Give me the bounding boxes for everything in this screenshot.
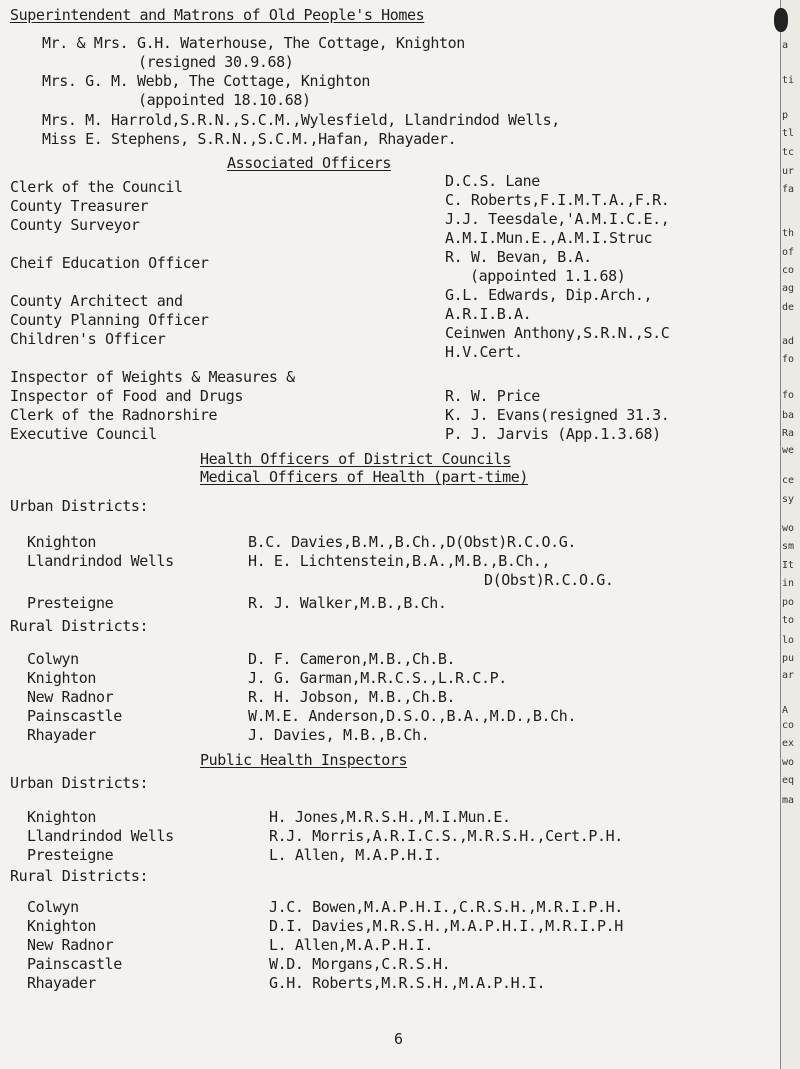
page-title: Superintendent and Matrons of Old People's Homes [10, 6, 425, 24]
officer-name: (appointed 1.1.68) [470, 267, 626, 285]
district-name: Colwyn [27, 898, 79, 916]
edge-fragment: th [782, 228, 795, 239]
edge-fragment: co [782, 720, 795, 731]
edge-fragment: Ra [782, 428, 795, 439]
officer-name: A.R.I.B.A. [445, 305, 532, 323]
officer-name: J. G. Garman,M.R.C.S.,L.R.C.P. [248, 669, 507, 687]
edge-fragment: to [782, 615, 795, 626]
district-name: New Radnor [27, 936, 114, 954]
edge-fragment: It [782, 560, 795, 571]
officer-name: D(Obst)R.C.O.G. [484, 571, 614, 589]
officer-role: Cheif Education Officer [10, 254, 209, 272]
edge-fragment: ur [782, 166, 795, 177]
edge-fragment: ti [782, 75, 795, 86]
officer-name: R.J. Morris,A.R.I.C.S.,M.R.S.H.,Cert.P.H. [269, 827, 623, 845]
officer-name: P. J. Jarvis (App.1.3.68) [445, 425, 661, 443]
associated-officers-heading: Associated Officers [227, 154, 391, 172]
officer-name: D.I. Davies,M.R.S.H.,M.A.P.H.I.,M.R.I.P.H [269, 917, 623, 935]
edge-fragment: lo [782, 635, 795, 646]
officer-role: Inspector of Food and Drugs [10, 387, 244, 405]
edge-fragment: sm [782, 541, 795, 552]
edge-fragment: pu [782, 653, 795, 664]
edge-fragment: ag [782, 283, 795, 294]
page-number: 6 [394, 1030, 404, 1048]
district-name: Colwyn [27, 650, 79, 668]
section-label: Urban Districts: [10, 497, 149, 515]
officer-role: County Treasurer [10, 197, 149, 215]
public-health-inspectors-heading: Public Health Inspectors [200, 751, 408, 769]
edge-fragment: ad [782, 336, 795, 347]
district-name: Rhayader [27, 974, 97, 992]
officer-name: A.M.I.Mun.E.,A.M.I.Struc [445, 229, 653, 247]
officer-name: R. W. Price [445, 387, 540, 405]
edge-fragment: we [782, 445, 795, 456]
officer-name: G.L. Edwards, Dip.Arch., [445, 286, 653, 304]
district-name: Painscastle [27, 707, 122, 725]
section-label: Rural Districts: [10, 867, 149, 885]
officer-name: W.D. Morgans,C.R.S.H. [269, 955, 451, 973]
officer-name: L. Allen, M.A.P.H.I. [269, 846, 442, 864]
section-label: Rural Districts: [10, 617, 149, 635]
edge-fragment: co [782, 265, 795, 276]
officer-name: R. H. Jobson, M.B.,Ch.B. [248, 688, 456, 706]
edge-fragment: ba [782, 410, 795, 421]
district-name: Llandrindod Wells [27, 827, 174, 845]
health-officers-heading: Health Officers of District Councils [200, 450, 511, 468]
edge-fragment: eq [782, 775, 795, 786]
edge-fragment: ex [782, 738, 795, 749]
officer-name: H. E. Lichtenstein,B.A.,M.B.,B.Ch., [248, 552, 551, 570]
officer-name: C. Roberts,F.I.M.T.A.,F.R. [445, 191, 670, 209]
matron-line: Mrs. M. Harrold,S.R.N.,S.C.M.,Wylesfield, Llandrindod Wells, [42, 111, 560, 129]
district-name: Presteigne [27, 846, 114, 864]
edge-fragment: wo [782, 757, 795, 768]
officer-role: Executive Council [10, 425, 157, 443]
edge-fragment: po [782, 597, 795, 608]
edge-fragment: p [782, 110, 789, 121]
edge-fragment: ar [782, 670, 795, 681]
district-name: Rhayader [27, 726, 97, 744]
edge-fragment: ce [782, 475, 795, 486]
officer-name: B.C. Davies,B.M.,B.Ch.,D(Obst)R.C.O.G. [248, 533, 576, 551]
edge-fragment: a [782, 40, 789, 51]
edge-fragment: fo [782, 354, 795, 365]
matron-line: Mr. & Mrs. G.H. Waterhouse, The Cottage, Knighton [42, 34, 465, 52]
officer-role: Inspector of Weights & Measures & [10, 368, 295, 386]
officer-name: Ceinwen Anthony,S.R.N.,S.C [445, 324, 670, 342]
officer-name: R. J. Walker,M.B.,B.Ch. [248, 594, 447, 612]
officer-name: D.C.S. Lane [445, 172, 540, 190]
officer-name: J.J. Teesdale,'A.M.I.C.E., [445, 210, 670, 228]
district-name: Knighton [27, 669, 97, 687]
district-name: Llandrindod Wells [27, 552, 174, 570]
officer-role: County Surveyor [10, 216, 140, 234]
matron-line: (appointed 18.10.68) [138, 91, 311, 109]
district-name: New Radnor [27, 688, 114, 706]
edge-fragment: sy [782, 494, 795, 505]
officer-name: D. F. Cameron,M.B.,Ch.B. [248, 650, 456, 668]
edge-fragment: tc [782, 147, 795, 158]
officer-role: Clerk of the Council [10, 178, 183, 196]
officer-name: J.C. Bowen,M.A.P.H.I.,C.R.S.H.,M.R.I.P.H. [269, 898, 623, 916]
edge-fragment: of [782, 247, 795, 258]
edge-fragment: ma [782, 795, 795, 806]
officer-role: Clerk of the Radnorshire [10, 406, 218, 424]
matron-line: (resigned 30.9.68) [138, 53, 294, 71]
officer-name: L. Allen,M.A.P.H.I. [269, 936, 433, 954]
officer-role: Children's Officer [10, 330, 166, 348]
officer-name: H. Jones,M.R.S.H.,M.I.Mun.E. [269, 808, 511, 826]
officer-name: R. W. Bevan, B.A. [445, 248, 592, 266]
section-label: Urban Districts: [10, 774, 149, 792]
officer-name: W.M.E. Anderson,D.S.O.,B.A.,M.D.,B.Ch. [248, 707, 576, 725]
officer-name: K. J. Evans(resigned 31.3. [445, 406, 670, 424]
matron-line: Miss E. Stephens, S.R.N.,S.C.M.,Hafan, Rhayader. [42, 130, 457, 148]
matron-line: Mrs. G. M. Webb, The Cottage, Knighton [42, 72, 370, 90]
district-name: Knighton [27, 808, 97, 826]
officer-name: H.V.Cert. [445, 343, 523, 361]
edge-fragment: tl [782, 128, 795, 139]
edge-fragment: wo [782, 523, 795, 534]
ink-blot [774, 8, 788, 32]
district-name: Presteigne [27, 594, 114, 612]
district-name: Knighton [27, 533, 97, 551]
officer-name: J. Davies, M.B.,B.Ch. [248, 726, 430, 744]
edge-fragment: A [782, 705, 789, 716]
edge-fragment: fo [782, 390, 795, 401]
medical-officers-heading: Medical Officers of Health (part-time) [200, 468, 528, 486]
officer-role: County Architect and [10, 292, 183, 310]
edge-fragment: de [782, 302, 795, 313]
officer-name: G.H. Roberts,M.R.S.H.,M.A.P.H.I. [269, 974, 546, 992]
district-name: Painscastle [27, 955, 122, 973]
district-name: Knighton [27, 917, 97, 935]
edge-fragment: fa [782, 184, 795, 195]
edge-fragment: in [782, 578, 795, 589]
officer-role: County Planning Officer [10, 311, 209, 329]
